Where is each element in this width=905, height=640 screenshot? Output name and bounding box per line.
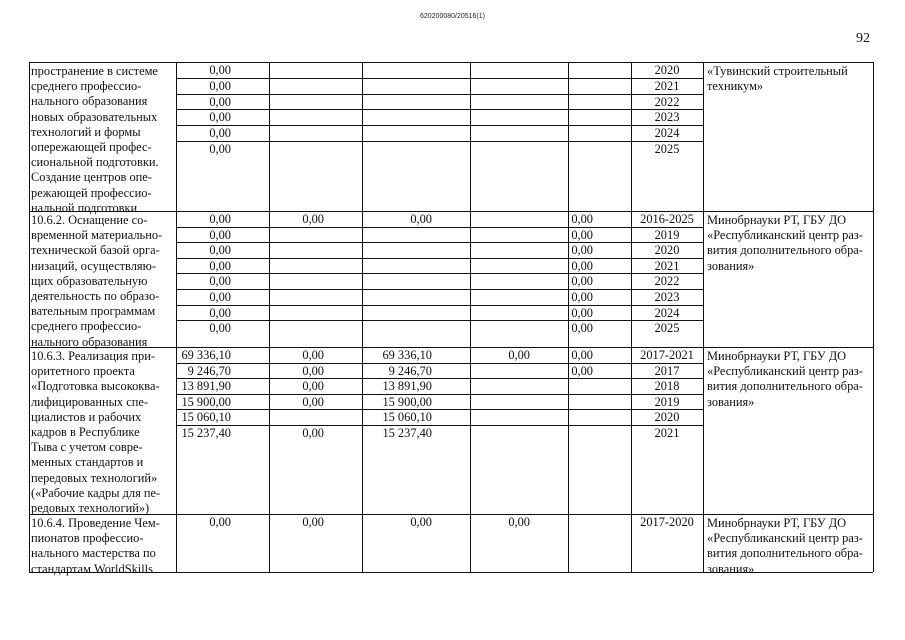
value-cell: 13 891,90: [181, 379, 231, 394]
value-cell: 0,00: [571, 243, 593, 258]
year-cell: 2022: [654, 274, 680, 289]
description-line: передовых технологий»: [31, 470, 158, 485]
year-cell: 2017: [654, 363, 680, 378]
year-cell: 2020: [654, 63, 680, 77]
value-cell: 9 246,70: [388, 363, 432, 378]
table-vertical-rule: [568, 62, 569, 572]
value-cell: 0,00: [209, 142, 231, 156]
description-line: 10.6.4. Проведение Чем-: [31, 516, 160, 530]
table-vertical-rule: [269, 62, 270, 572]
responsible-line: зования»: [707, 561, 755, 576]
year-cell: 2020: [654, 243, 680, 258]
value-cell: 0,00: [209, 212, 231, 226]
description-line: редовых технологий»): [31, 501, 150, 515]
year-cell: 2017-2020: [640, 515, 694, 529]
value-cell: 0,00: [209, 305, 231, 320]
value-cell: 0,00: [302, 348, 324, 362]
description-line: оритетного проекта: [31, 364, 135, 379]
year-cell: 2024: [654, 305, 680, 320]
value-cell: 0,00: [302, 394, 324, 409]
value-cell: 69 336,10: [181, 348, 231, 362]
line-underline: [176, 94, 703, 95]
year-cell: 2018: [654, 379, 680, 394]
line-underline: [176, 289, 703, 290]
value-cell: 15 060,10: [382, 410, 432, 425]
year-cell: 2021: [654, 426, 680, 440]
description-line: пространение в системе: [31, 64, 158, 78]
value-cell: 0,00: [302, 379, 324, 394]
description-line: нальной подготовки: [31, 200, 138, 215]
table-vertical-rule: [873, 62, 874, 572]
responsible-line: техникум»: [707, 79, 764, 94]
description-line: кадров в Республике: [31, 425, 140, 439]
description-line: Создание центров опе-: [31, 170, 152, 185]
line-underline: [176, 425, 703, 426]
description-line: нального мастерства по: [31, 546, 156, 561]
line-underline: [176, 363, 703, 364]
table-vertical-rule: [362, 62, 363, 572]
responsible-line: Минобрнауки РТ, ГБУ ДО: [707, 349, 847, 363]
value-cell: 0,00: [209, 94, 231, 109]
value-cell: 0,00: [209, 78, 231, 93]
value-cell: 0,00: [209, 63, 231, 77]
budget-table: [29, 62, 873, 576]
description-line: пионатов профессио-: [31, 531, 144, 546]
value-cell: 0,00: [302, 363, 324, 378]
responsible-line: вития дополнительного обра-: [707, 379, 863, 394]
value-cell: 0,00: [571, 258, 593, 273]
line-underline: [176, 109, 703, 110]
line-underline: [176, 378, 703, 379]
table-vertical-rule: [29, 62, 30, 572]
description-line: технической базой орга-: [31, 243, 160, 258]
description-line: щих образовательную: [31, 273, 148, 288]
description-line: стандартам WorldSkills: [31, 561, 153, 576]
description-line: Тыва с учетом совре-: [31, 440, 143, 455]
value-cell: 0,00: [302, 212, 324, 226]
value-cell: 0,00: [571, 321, 593, 336]
description-line: нального образования: [31, 334, 148, 349]
year-cell: 2016-2025: [640, 212, 694, 226]
value-cell: 15 900,00: [382, 394, 432, 409]
year-cell: 2025: [654, 321, 680, 336]
responsible-line: зования»: [707, 258, 755, 273]
line-underline: [176, 409, 703, 410]
value-cell: 0,00: [571, 212, 593, 226]
year-cell: 2024: [654, 126, 680, 141]
value-cell: 13 891,90: [382, 379, 432, 394]
value-cell: 0,00: [209, 290, 231, 304]
value-cell: 0,00: [410, 515, 432, 529]
description-line: лифицированных спе-: [31, 394, 148, 409]
description-line: 10.6.2. Оснащение со-: [31, 213, 148, 227]
line-underline: [176, 227, 703, 228]
description-line: менных стандартов и: [31, 455, 144, 470]
value-cell: 0,00: [302, 426, 324, 440]
responsible-line: «Тувинский строительный: [707, 64, 848, 78]
line-underline: [176, 394, 703, 395]
page-number: 92: [856, 31, 870, 46]
year-cell: 2021: [654, 78, 680, 93]
year-cell: 2020: [654, 410, 680, 425]
description-line: деятельность по образо-: [31, 289, 160, 303]
value-cell: 15 237,40: [181, 426, 231, 440]
value-cell: 0,00: [209, 243, 231, 258]
description-line: среднего профессио-: [31, 79, 142, 94]
table-horizontal-rule: [29, 62, 873, 63]
description-line: технологий и формы: [31, 124, 141, 139]
line-underline: [176, 78, 703, 79]
responsible-line: «Республиканский центр раз-: [707, 228, 863, 243]
value-cell: 0,00: [571, 305, 593, 320]
value-cell: 15 900,00: [181, 394, 231, 409]
value-cell: 0,00: [571, 348, 593, 362]
year-cell: 2023: [654, 290, 680, 304]
responsible-line: «Республиканский центр раз-: [707, 531, 863, 546]
year-cell: 2025: [654, 142, 680, 156]
value-cell: 0,00: [209, 258, 231, 273]
description-line: циалистов и рабочих: [31, 409, 142, 424]
description-line: вательным программам: [31, 304, 156, 319]
value-cell: 0,00: [571, 290, 593, 304]
line-underline: [176, 125, 703, 126]
value-cell: 0,00: [508, 515, 530, 529]
description-line: временной материально-: [31, 228, 163, 243]
value-cell: 0,00: [571, 227, 593, 242]
value-cell: 0,00: [508, 348, 530, 362]
document-id: 620200080/20516(1): [419, 13, 485, 20]
year-cell: 2023: [654, 110, 680, 125]
line-underline: [176, 141, 703, 142]
value-cell: 69 336,10: [382, 348, 432, 362]
responsible-line: вития дополнительного обра-: [707, 546, 863, 561]
value-cell: 0,00: [571, 274, 593, 289]
year-cell: 2021: [654, 258, 680, 273]
value-cell: 0,00: [302, 515, 324, 529]
responsible-line: Минобрнауки РТ, ГБУ ДО: [707, 516, 847, 530]
table-vertical-rule: [470, 62, 471, 572]
description-line: новых образовательных: [31, 109, 158, 124]
description-line: сиональной подготовки.: [31, 155, 159, 170]
responsible-line: «Республиканский центр раз-: [707, 364, 863, 379]
description-line: «Подготовка высококва-: [31, 379, 160, 394]
description-line: опережающей профес-: [31, 140, 152, 154]
responsible-line: Минобрнауки РТ, ГБУ ДО: [707, 213, 847, 227]
value-cell: 0,00: [209, 227, 231, 242]
value-cell: 0,00: [209, 321, 231, 336]
description-line: низаций, осуществляю-: [31, 258, 156, 273]
year-cell: 2017-2021: [640, 348, 694, 362]
line-underline: [176, 258, 703, 259]
year-cell: 2019: [654, 227, 680, 242]
value-cell: 15 237,40: [382, 426, 432, 440]
description-line: нального образования: [31, 94, 148, 109]
value-cell: 0,00: [209, 110, 231, 125]
value-cell: 0,00: [209, 274, 231, 289]
description-line: режающей профессио-: [31, 185, 152, 200]
value-cell: 0,00: [209, 126, 231, 141]
description-line: («Рабочие кадры для пе-: [31, 485, 161, 500]
table-vertical-rule: [703, 62, 704, 572]
value-cell: 0,00: [571, 363, 593, 378]
description-line: 10.6.3. Реализация при-: [31, 349, 156, 363]
year-cell: 2022: [654, 94, 680, 109]
line-underline: [176, 305, 703, 306]
responsible-line: зования»: [707, 394, 755, 409]
value-cell: 0,00: [410, 212, 432, 226]
value-cell: 9 246,70: [187, 363, 231, 378]
value-cell: 0,00: [209, 515, 231, 529]
line-underline: [176, 242, 703, 243]
line-underline: [176, 273, 703, 274]
description-line: среднего профессио-: [31, 319, 142, 334]
year-cell: 2019: [654, 394, 680, 409]
responsible-line: вития дополнительного обра-: [707, 243, 863, 258]
line-underline: [176, 320, 703, 321]
value-cell: 15 060,10: [181, 410, 231, 425]
